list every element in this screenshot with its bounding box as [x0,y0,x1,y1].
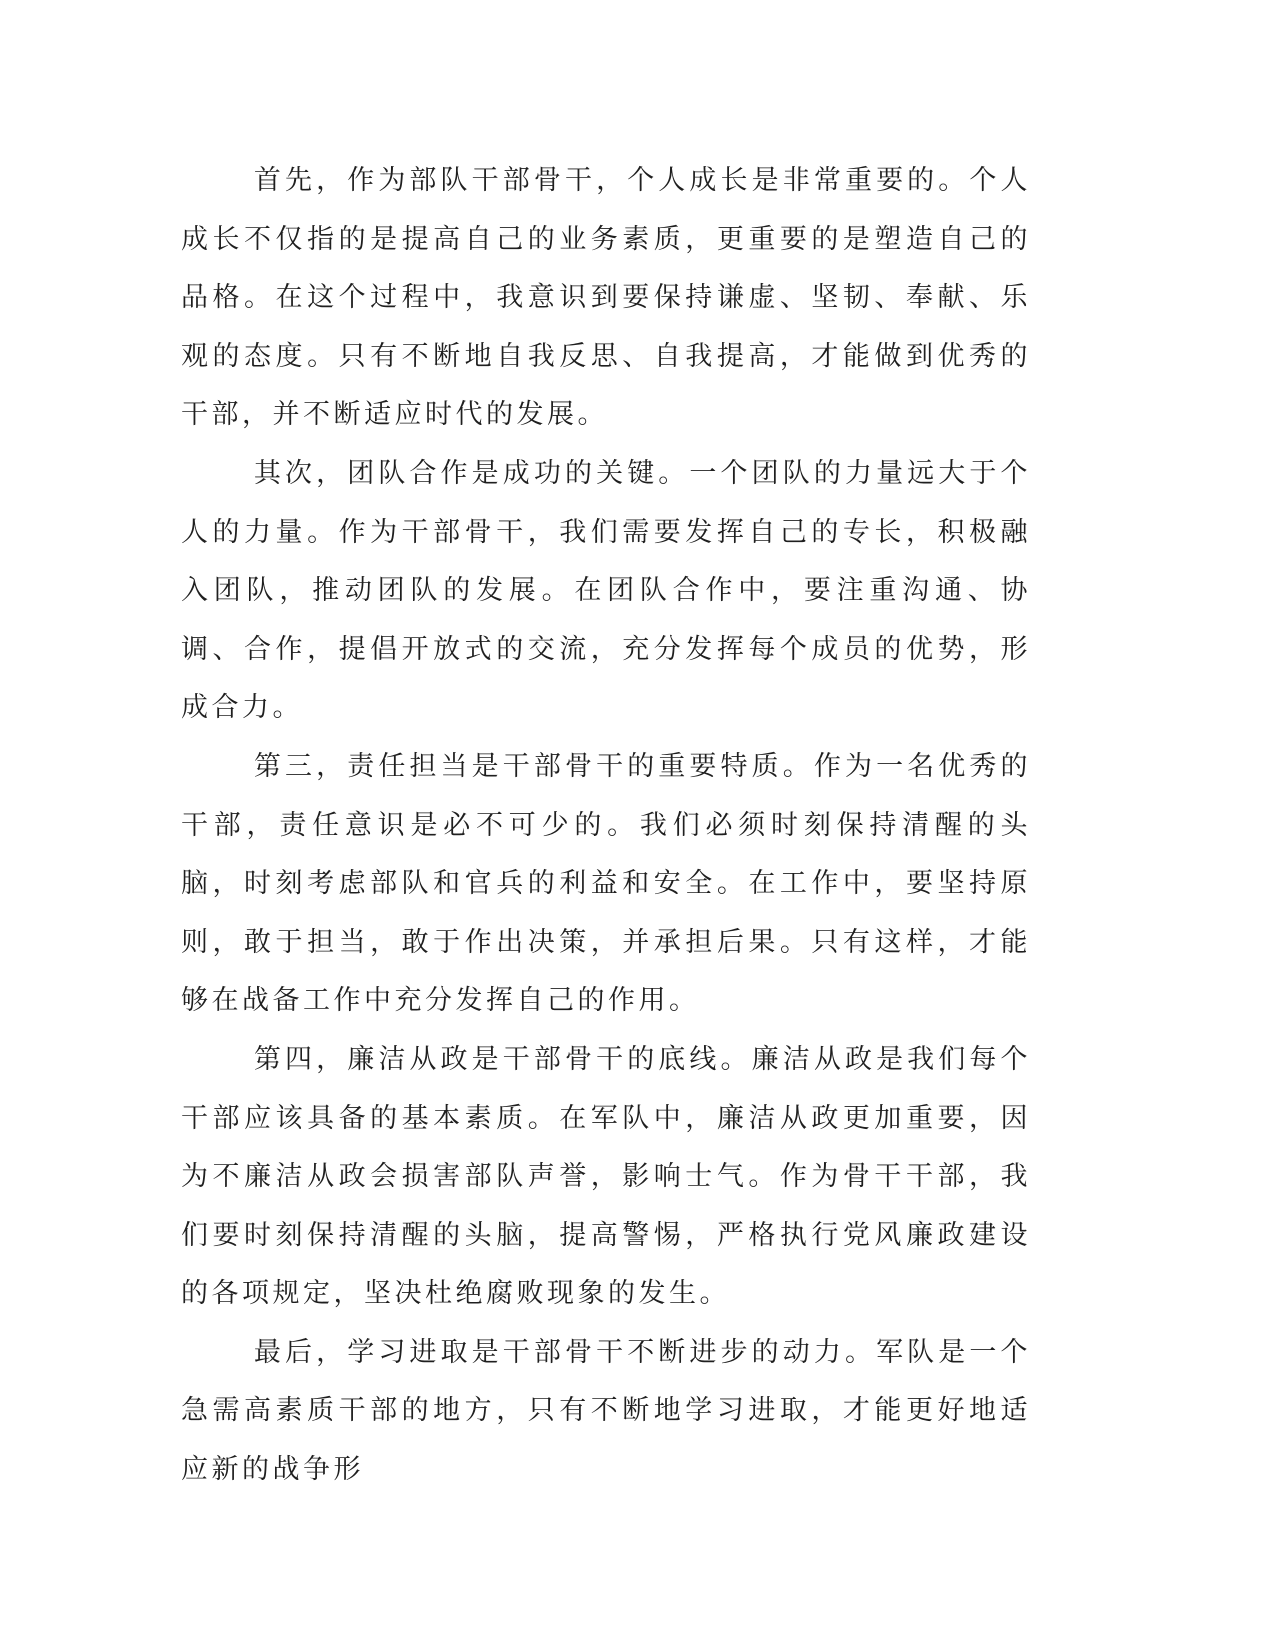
paragraph-responsibility: 第三，责任担当是干部骨干的重要特质。作为一名优秀的干部，责任意识是必不可少的。我们必须时刻保持清醒的头脑，时刻考虑部队和官兵的利益和安全。在工作中，要坚持原则，敢于担当，敢于作出决策，并承担后果。只有这样，才能够在战备工作中充分发挥自己的作用。 [181,750,1031,1017]
paragraph-learning: 最后，学习进取是干部骨干不断进步的动力。军队是一个急需高素质干部的地方，只有不断地学习进取，才能更好地适应新的战争形 [181,1336,1031,1486]
paragraph-teamwork: 其次，团队合作是成功的关键。一个团队的力量远大于个人的力量。作为干部骨干，我们需要发挥自己的专长，积极融入团队，推动团队的发展。在团队合作中，要注重沟通、协调、合作，提倡开放式的交流，充分发挥每个成员的优势，形成合力。 [181,457,1031,724]
paragraph-integrity: 第四，廉洁从政是干部骨干的底线。廉洁从政是我们每个干部应该具备的基本素质。在军队中，廉洁从政更加重要，因为不廉洁从政会损害部队声誉，影响士气。作为骨干干部，我们要时刻保持清醒的头脑，提高警惕，严格执行党风廉政建设的各项规定，坚决杜绝腐败现象的发生。 [181,1043,1031,1310]
paragraph-personal-growth: 首先，作为部队干部骨干，个人成长是非常重要的。个人成长不仅指的是提高自己的业务素质，更重要的是塑造自己的品格。在这个过程中，我意识到要保持谦虚、坚韧、奉献、乐观的态度。只有不断地自我反思、自我提高，才能做到优秀的干部，并不断适应时代的发展。 [181,165,1031,431]
document-body [181,152,1031,1500]
